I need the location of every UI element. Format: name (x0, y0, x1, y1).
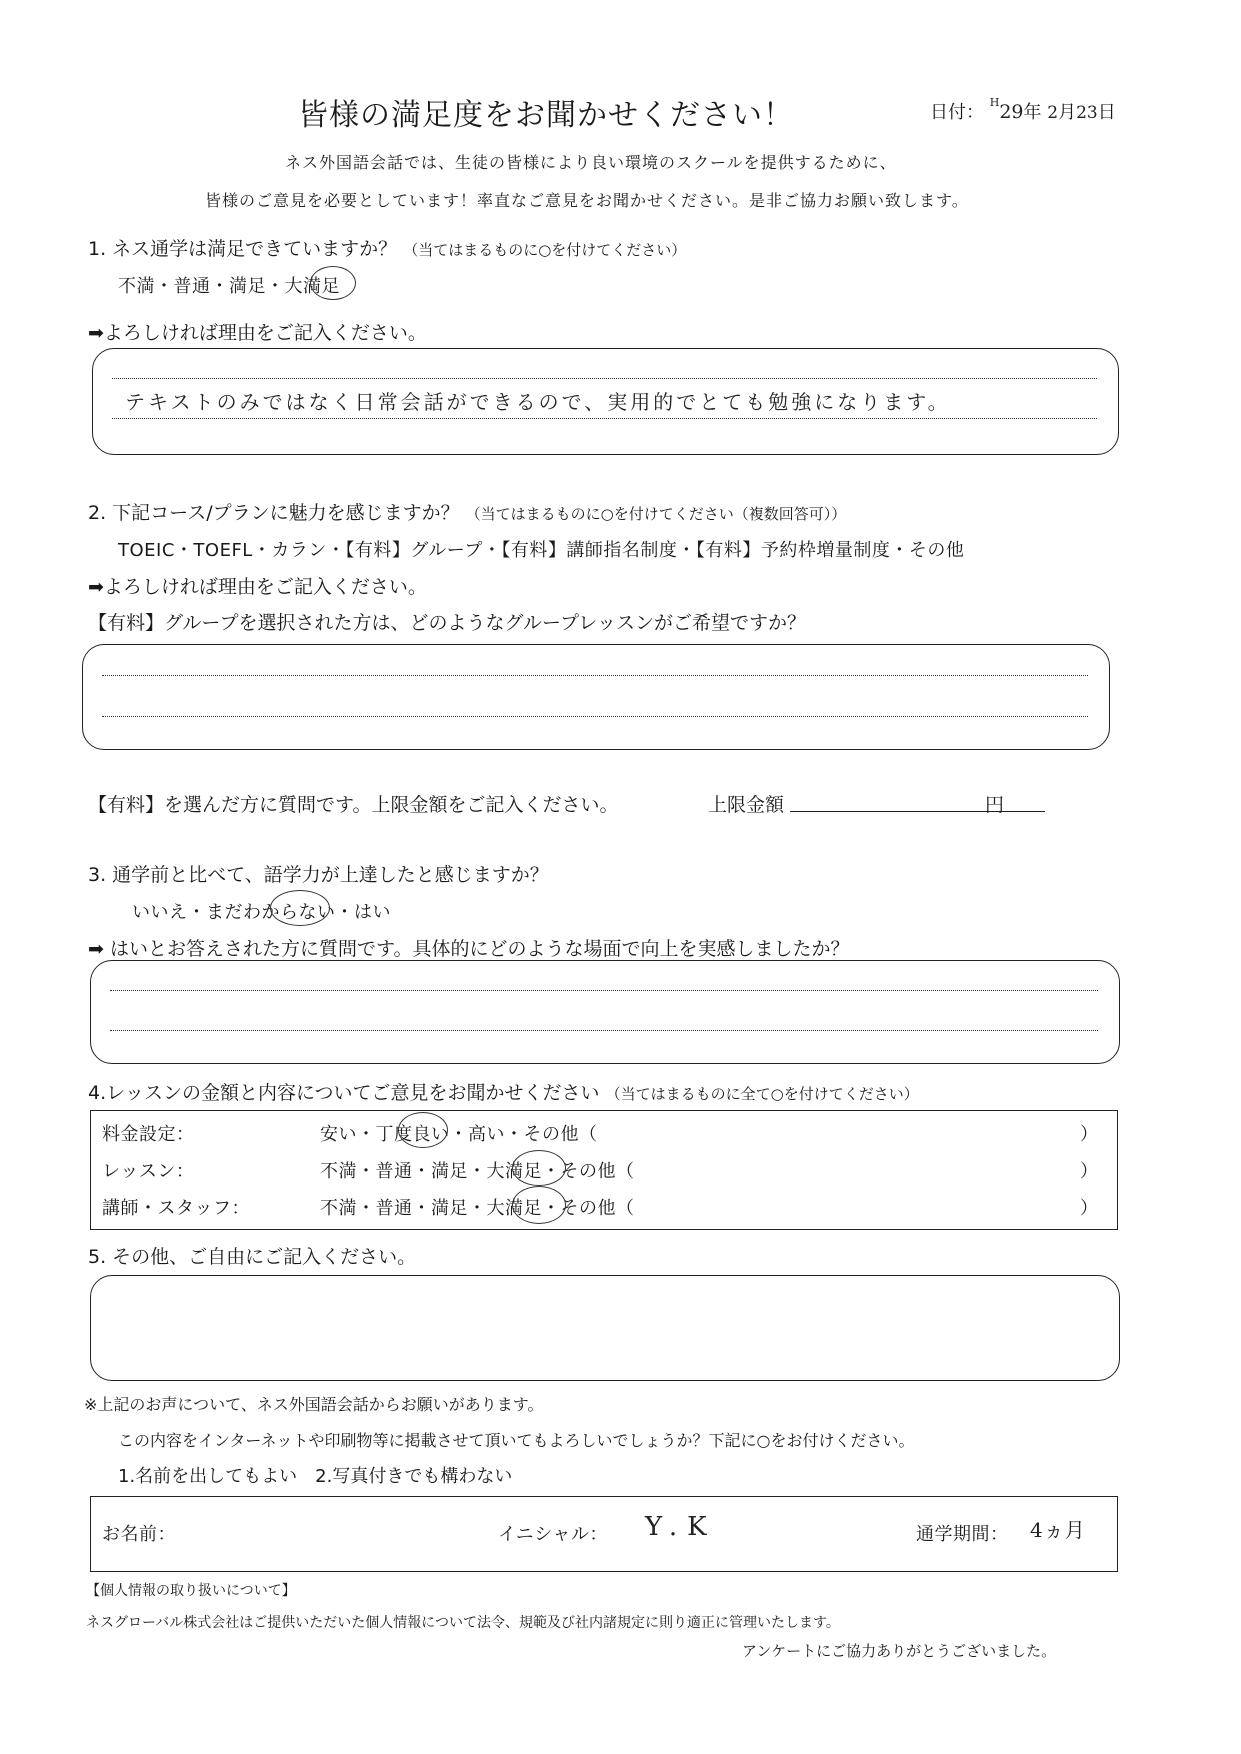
q1-dotted-line-2 (112, 418, 1097, 419)
page-title: 皆様の満足度をお聞かせください！ (298, 98, 794, 133)
q2-dotted-line-2 (102, 716, 1088, 717)
q4-row-lesson-label: レッスン： (102, 1161, 195, 1182)
q4-price-selected-circle (398, 1112, 448, 1148)
q4-row-staff-options[interactable]: 不満・普通・満足・大満足・その他（ (320, 1198, 635, 1219)
q4-row-price-options[interactable]: 安い・丁度良い・高い・その他（ (320, 1124, 598, 1145)
q4-question (88, 1078, 919, 1105)
date-month-unit: 月 (1058, 102, 1077, 123)
date-month: 2 (1047, 103, 1059, 123)
consent-note: ※上記のお声について、ネス外国語会話からお願いがあります。 (84, 1395, 544, 1414)
initial-value: Y.K (645, 1512, 717, 1542)
q2-note: （当てはまるものに○を付けてください（複数回答可）） (465, 505, 847, 523)
q5-free-text-box[interactable] (90, 1275, 1120, 1381)
q1-dotted-line-1 (112, 378, 1097, 379)
date-year-era: H (989, 96, 1000, 109)
intro-line-1: ネス外国語会話では、生徒の皆様により良い環境のスクールを提供するために、 (285, 153, 897, 172)
q3-dotted-line-2 (110, 1030, 1098, 1031)
privacy-heading: 【個人情報の取り扱いについて】 (86, 1583, 296, 1599)
intro-line-2: 皆様のご意見を必要としています！率直なご意見をお聞かせください。是非ご協力お願い致します。 (205, 191, 969, 210)
date-year: 29 (999, 101, 1024, 123)
q1-selected-circle (310, 266, 356, 300)
q4-staff-selected-circle (512, 1186, 566, 1224)
thanks-message: アンケートにご協力ありがとうございました。 (742, 1642, 1057, 1660)
q2-limit-prompt: 【有料】を選んだ方に質問です。上限金額をご記入ください。 (88, 794, 619, 816)
consent-options[interactable]: 1.名前を出してもよい 2.写真付きでも構わない (118, 1466, 513, 1487)
q4-row-staff-close: ） (1080, 1198, 1099, 1219)
date-day-unit: 日 (1097, 102, 1116, 123)
q4-row-price-close: ） (1080, 1124, 1099, 1145)
period-label: 通学期間： (916, 1524, 1009, 1545)
privacy-text: ネスグローバル株式会社はご提供いただいた個人情報について法令、規範及び社内諸規定に則り適正に管理いたします。 (86, 1615, 840, 1631)
q5-question: 5. その他、ご自由にご記入ください。 (88, 1246, 417, 1268)
q1-reason-prompt: ➡よろしければ理由をご記入ください。 (88, 322, 427, 344)
q2-group-prompt: 【有料】グループを選択された方は、どのようなグループレッスンがご希望ですか？ (88, 612, 807, 634)
q2-limit-unit: 円 (985, 794, 1005, 816)
q1-question (88, 234, 686, 261)
q3-follow-prompt: ➡ はいとお答えされた方に質問です。具体的にどのような場面で向上を実感しましたか？ (88, 938, 850, 960)
q3-question: 3. 通学前と比べて、語学力が上達したと感じますか？ (88, 864, 549, 886)
q3-selected-circle (270, 890, 330, 926)
date-day: 23 (1076, 103, 1098, 123)
q3-answer-box[interactable] (90, 960, 1120, 1064)
date-year-unit: 年 (1023, 102, 1042, 123)
q1-answer: テキストのみではなく日常会話ができるので、実用的でとても勉強になります。 (125, 390, 951, 414)
date-field (930, 98, 1116, 124)
q4-lesson-selected-circle (512, 1150, 566, 1186)
name-label: お名前： (102, 1524, 176, 1545)
q2-limit-input-line[interactable] (790, 811, 1045, 812)
q4-row-staff-label: 講師・スタッフ： (102, 1198, 250, 1219)
q4-row-lesson-close: ） (1080, 1161, 1099, 1182)
q2-limit-label: 上限金額 (708, 794, 785, 816)
q1-note: （当てはまるものに○を付けてください） (403, 241, 687, 259)
q1-question-text: 1. ネス通学は満足できていますか？ (88, 238, 398, 260)
consent-ask: この内容をインターネットや印刷物等に掲載させて頂いてもよろしいでしょうか？下記に○をお付けください。 (118, 1431, 915, 1450)
period-value: 4ヵ月 (1030, 1518, 1086, 1542)
q3-options[interactable]: いいえ・まだわからない・はい (132, 902, 391, 923)
q3-dotted-line-1 (110, 990, 1098, 991)
q2-question (88, 498, 846, 525)
initial-label: イニシャル： (498, 1524, 608, 1545)
q2-options[interactable]: TOEIC・TOEFL・カラン・【有料】グループ・【有料】講師指名制度・【有料】予約枠増量制度・その他 (118, 540, 965, 561)
q2-group-box[interactable] (82, 644, 1110, 750)
q4-row-lesson-options[interactable]: 不満・普通・満足・大満足・その他（ (320, 1161, 635, 1182)
q4-row-price-label: 料金設定： (102, 1124, 195, 1145)
q2-dotted-line-1 (102, 675, 1088, 676)
q1-options[interactable]: 不満・普通・満足・大満足 (118, 276, 340, 297)
q4-note: （当てはまるものに全て○を付けてください） (605, 1085, 919, 1103)
date-label: 日付： (930, 102, 984, 123)
q2-question-text: 2. 下記コース/プランに魅力を感じますか？ (88, 502, 460, 524)
q2-reason-prompt: ➡よろしければ理由をご記入ください。 (88, 576, 427, 598)
q4-question-text: 4.レッスンの金額と内容についてご意見をお聞かせください (88, 1082, 600, 1104)
